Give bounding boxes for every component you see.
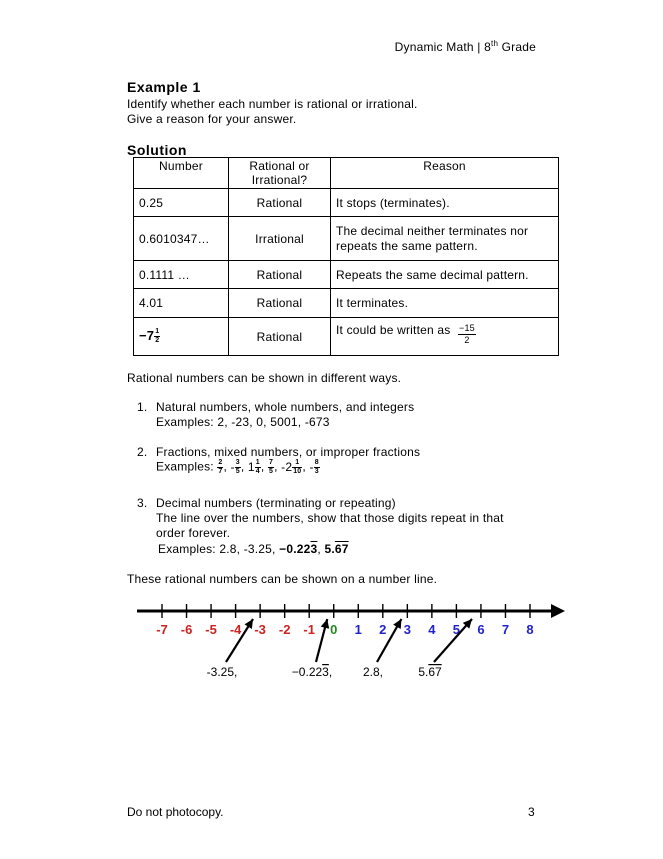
tick-label: -1	[303, 622, 315, 637]
tick-label: 6	[477, 622, 485, 637]
tick-label: 8	[526, 622, 534, 637]
fraction-example: - $\frac{3}{5}$	[230, 459, 240, 475]
column-header-type: Rational or Irrational?	[229, 158, 331, 189]
tick-label: -4	[229, 622, 242, 637]
ways-intro: Rational numbers can be shown in different ways.	[127, 371, 402, 385]
row-type: Rational	[229, 318, 331, 356]
list-item-number: 3.	[137, 496, 148, 510]
row-number: 4.01	[134, 289, 229, 318]
page-header: Dynamic Math | 8th Grade	[394, 39, 536, 54]
row-reason: It stops (terminates).	[331, 189, 559, 217]
row-reason: It could be written as $\frac{-15}{2}$	[331, 318, 559, 356]
example-instruction-1: Identify whether each number is rational or irrational.	[127, 97, 418, 111]
point-label: 5.67	[418, 665, 442, 679]
list-item-number: 2.	[137, 445, 148, 459]
tick-label: 3	[403, 622, 411, 637]
tick-label: 7	[501, 622, 510, 637]
tick-label: 2	[379, 622, 387, 637]
point-label: −0.223,	[291, 665, 333, 679]
tick-label: -6	[180, 622, 193, 637]
numberline-intro: These rational numbers can be shown on a number line.	[127, 572, 438, 586]
tick-label: -5	[205, 622, 217, 637]
page-number: 3	[528, 805, 535, 819]
row-reason: It terminates.	[331, 289, 559, 318]
fraction-example: 1 $\frac{1}{4}$	[247, 459, 260, 475]
list-item-title: Fractions, mixed numbers, or improper fractions	[156, 445, 421, 459]
example-title: Example 1	[127, 79, 201, 95]
row-reason: Repeats the same decimal pattern.	[331, 261, 559, 289]
solution-title: Solution	[127, 142, 187, 158]
footer-notice: Do not photocopy.	[127, 805, 224, 819]
tick-label: 4	[428, 622, 436, 637]
list-item-title: Natural numbers, whole numbers, and integers	[156, 400, 415, 414]
row-type: Rational	[229, 189, 331, 217]
point-label: -3.25,	[206, 665, 238, 679]
column-header-reason: Reason	[331, 158, 559, 189]
tick-label: -2	[278, 622, 291, 637]
table-row	[134, 318, 559, 356]
point-label: 2.8,	[362, 665, 384, 679]
fraction-example: -2 $\frac{1}{10}$	[281, 459, 302, 475]
example-instruction-2: Give a reason for your answer.	[127, 112, 297, 126]
table-row	[134, 289, 559, 318]
decimal-examples: Examples: 2.8, -3.25, −0.223, 5.67	[158, 542, 349, 556]
row-type: Irrational	[229, 217, 331, 261]
number-line	[0, 590, 663, 690]
fraction-example: $\frac{7}{5}$	[268, 459, 274, 475]
list-item-examples: Examples: 2, -23, 0, 5001, -673	[156, 415, 330, 429]
tick-label: -3	[254, 622, 266, 637]
solution-table	[133, 157, 559, 356]
table-row	[134, 261, 559, 289]
row-type: Rational	[229, 261, 331, 289]
arrow-head-icon	[551, 604, 565, 618]
tick-label: 1	[354, 622, 362, 637]
row-number: 0.1111 …	[134, 261, 229, 289]
tick-label: 5	[452, 622, 461, 637]
table-row	[134, 217, 559, 261]
table-row	[134, 189, 559, 217]
list-item-line: order forever.	[156, 526, 231, 540]
column-header-number: Number	[134, 158, 229, 189]
fraction-example: $\frac{2}{7}$	[218, 459, 223, 475]
list-item-line: The line over the numbers, show that those digits repeat in that	[156, 511, 504, 525]
tick-label: 0	[330, 622, 338, 637]
fraction-example: - $\frac{8}{3}$	[309, 459, 319, 475]
fraction-examples: Examples: $\frac{2}{7}$ , - $\frac{3}{5}$ , 1 $\frac{1}{4}$ , $\frac{7}{5}$ , -2 $\frac{1}{10}$ , - $\frac{8}{3}$	[156, 459, 319, 475]
list-item-number: 1.	[137, 400, 148, 414]
row-number: −7 $\frac{1}{2}$	[134, 318, 229, 356]
row-number: 0.6010347…	[134, 217, 229, 261]
row-reason: The decimal neither terminates nor repeats the same pattern.	[331, 217, 559, 261]
row-type: Rational	[229, 289, 331, 318]
tick-label: -7	[156, 622, 168, 637]
list-item-title: Decimal numbers (terminating or repeating)	[156, 496, 396, 510]
row-number: 0.25	[134, 189, 229, 217]
